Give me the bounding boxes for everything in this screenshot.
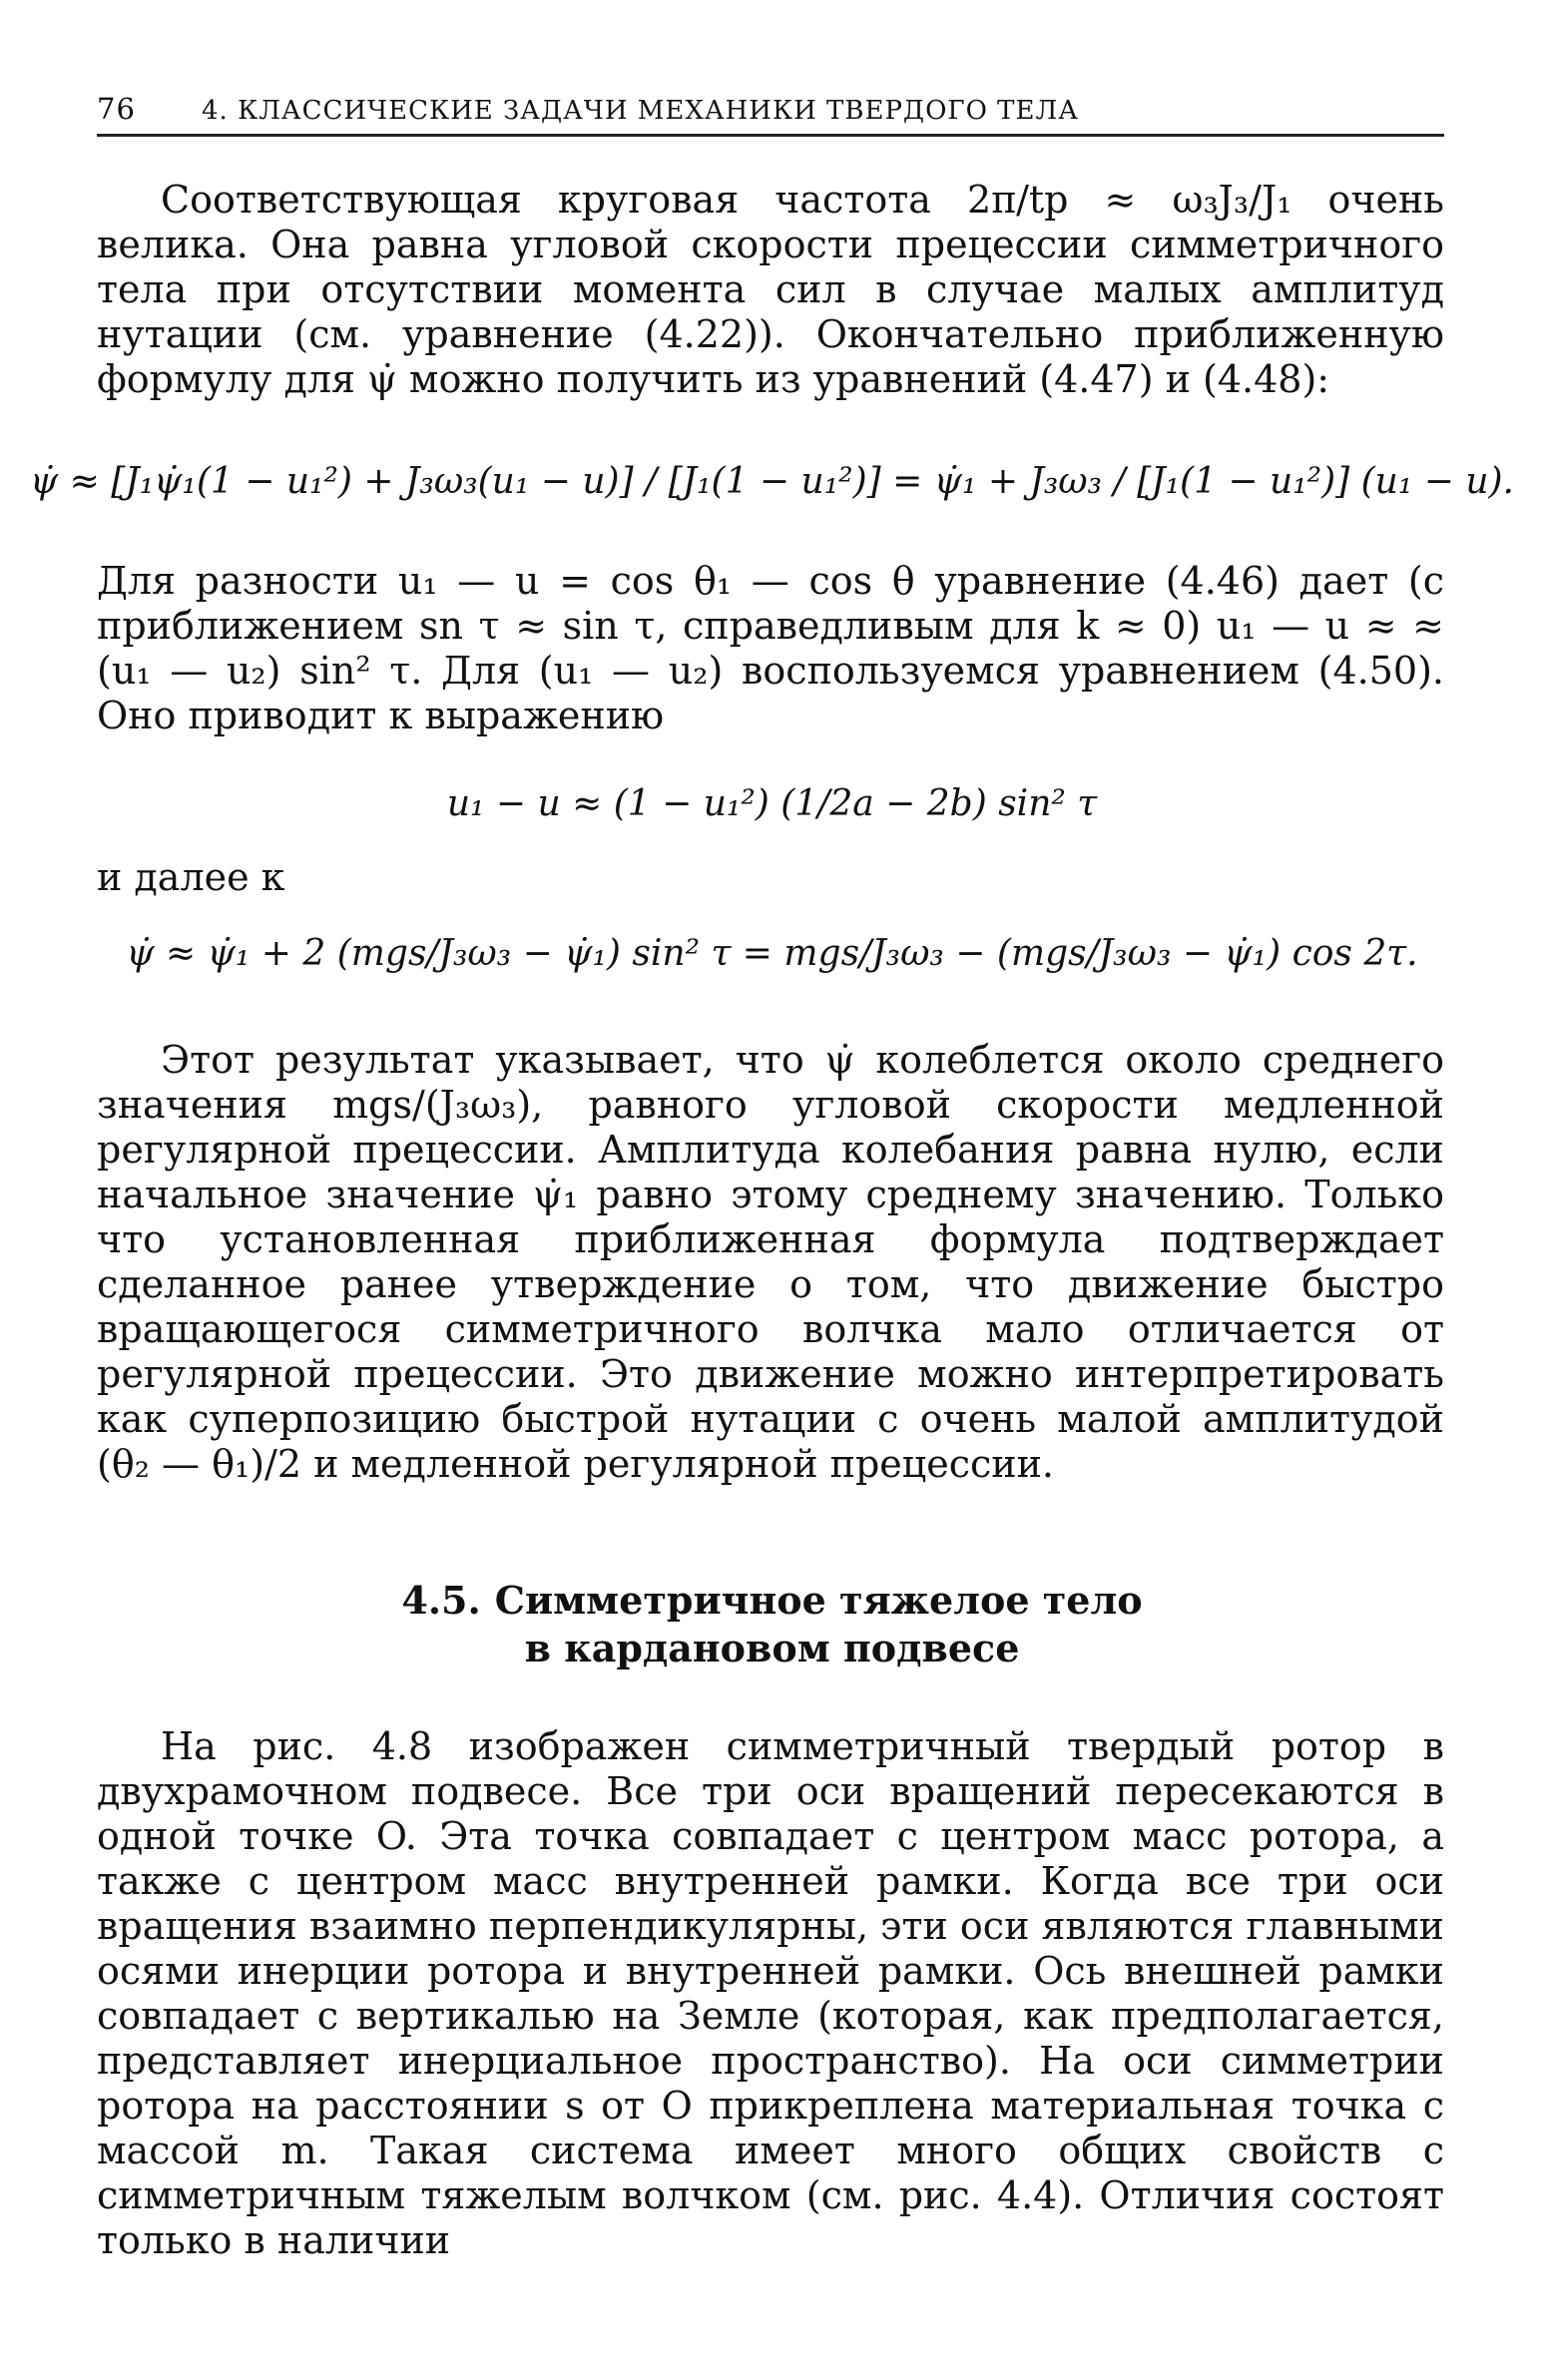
section-number: 4.5. — [401, 1578, 481, 1623]
page-number: 76 — [97, 92, 136, 126]
formula-2: u₁ − u ≈ (1 − u₁²) (1/2a − 2b) sin² τ — [446, 783, 1098, 824]
running-title: 4. КЛАССИЧЕСКИЕ ЗАДАЧИ МЕХАНИКИ ТВЕРДОГО ТЕЛА — [202, 96, 1079, 126]
formula-3: ψ̇ ≈ ψ̇₁ + 2 (mgs/J₃ω₃ − ψ̇₁) sin² τ = mgs/J₃ω₃ − (mgs/J₃ω₃ − ψ̇₁) cos 2τ. — [126, 933, 1418, 974]
formula-1: ψ̇ ≈ [J₁ψ̇₁(1 − u₁²) + J₃ω₃(u₁ − u)] / [J₁(1 − u₁²)] = ψ̇₁ + J₃ω₃ / [J₁(1 − u₁²)] (u₁ − u). — [29, 461, 1514, 502]
paragraph-2: Для разности u₁ — u = cos θ₁ — cos θ уравнение (4.46) дает (с приближением sn τ ≈ sin τ, справедливым для k ≈ 0) u₁ — u ≈ ≈ (u₁ — u₂) sin² τ. Для (u₁ — u₂) воспользуемся уравнением (4.50). Оно приводит к выражению — [97, 559, 1444, 737]
section-title-line-1: Симметричное тяжелое тело — [494, 1578, 1143, 1623]
paragraph-5: На рис. 4.8 изображен симметричный твердый ротор в двухрамочном подвесе. Все три оси вращений пересекаются в одной точке O. Эта точка совпадает с центром масс ротора, а также с центром масс внутренней рамки. Когда все три оси вращения взаимно перпендикулярны, эти оси являются главными осями инерции ротора и внутренней рамки. Ось внешней рамки совпадает с вертикалью на Земле (которая, как предполагается, представляет инерциальное пространство). На оси симметрии ротора на расстоянии s от O прикреплена материальная точка с массой m. Такая система имеет много общих свойств с симметричным тяжелым волчком (см. рис. 4.4). Отличия состоят только в наличии — [97, 1724, 1444, 2262]
section-title-line-2: в кардановом подвесе — [524, 1626, 1020, 1670]
paragraph-4: Этот результат указывает, что ψ̇ колеблется около среднего значения mgs/(J₃ω₃), равного угловой скорости медленной регулярной прецессии. Амплитуда колебания равна нулю, если начальное значение ψ̇₁ равно этому среднему значению. Только что установленная приближенная формула подтверждает сделанное ранее утверждение о том, что движение быстро вращающегося симметричного волчка мало отличается от регулярной прецессии. Это движение можно интерпретировать как суперпозицию быстрой нутации с очень малой амплитудой (θ₂ — θ₁)/2 и медленной регулярной прецессии. — [97, 1038, 1444, 1486]
paragraph-1: Соответствующая круговая частота 2π/tp ≈ ω₃J₃/J₁ очень велика. Она равна угловой скорости прецессии симметричного тела при отсутствии момента сил в случае малых амплитуд нутации (см. уравнение (4.22)). Окончательно приближенную формулу для ψ̇ можно получить из уравнений (4.47) и (4.48): — [97, 178, 1444, 401]
section-heading — [0, 1577, 1544, 1672]
paragraph-3: и далее к — [97, 855, 285, 899]
page-header — [97, 88, 1444, 137]
